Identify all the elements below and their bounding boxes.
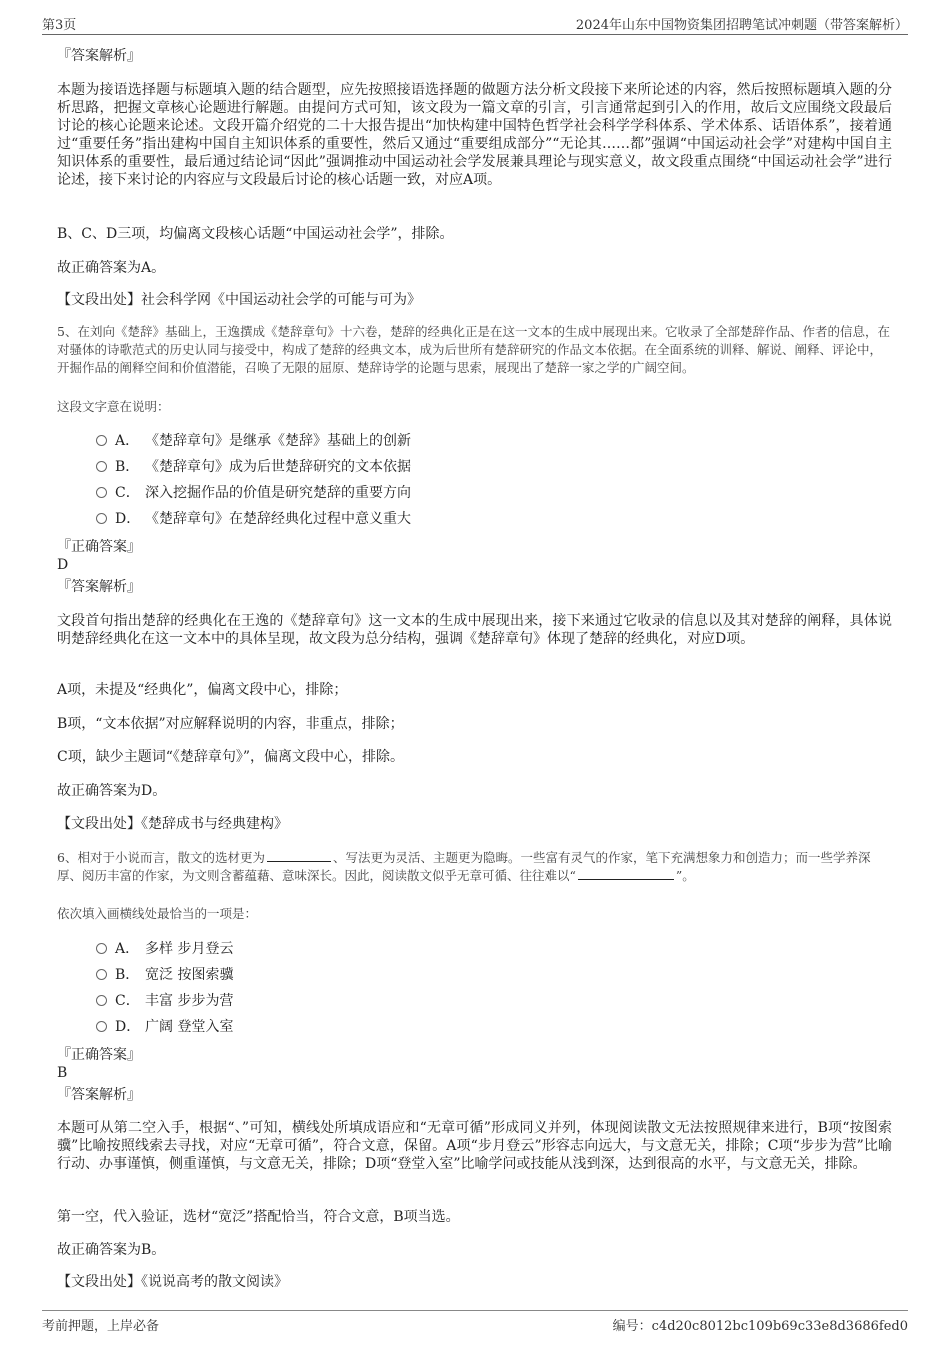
q5-note-b: B项，“文本依据”对应解释说明的内容，非重点，排除； (57, 716, 404, 732)
document-code: 编号：c4d20c8012bc109b69c33e8d3686fed0 (612, 1319, 908, 1334)
q5-note-a: A项，未提及“经典化”，偏离文段中心，排除； (57, 682, 348, 698)
radio-icon[interactable] (96, 943, 107, 954)
q5-analysis: 文段首句指出楚辞的经典化在王逸的《楚辞章句》这一文本的生成中展现出来，接下来通过它收录的信息以及其对楚辞的阐释，具体说明楚辞经典化在这一文本中的具体呈现，故文段为总分结构，强调《楚辞章句》体现了楚辞的经典化，对应D项。 (57, 613, 892, 647)
q5-option-c[interactable]: C． 深入挖掘作品的价值是研究楚辞的重要方向 (96, 484, 411, 502)
q4-source: 【文段出处】社会科学网《中国运动社会学的可能与可为》 (57, 292, 421, 308)
q5-correct-label: 『正确答案』 (57, 539, 141, 555)
q4-conclusion: 故正确答案为A。 (57, 260, 166, 276)
radio-icon[interactable] (96, 435, 107, 446)
q6-correct-answer: B (57, 1065, 68, 1081)
q5-option-d[interactable]: D． 《楚辞章句》在楚辞经典化过程中意义重大 (96, 510, 411, 528)
radio-icon[interactable] (96, 1021, 107, 1032)
q6-blank-1[interactable] (267, 849, 331, 862)
q5-question: 这段文字意在说明： (57, 399, 170, 414)
q6-source: 【文段出处】《说说高考的散文阅读》 (57, 1274, 288, 1290)
q6-conclusion: 故正确答案为B。 (57, 1242, 166, 1258)
q6-blank-2[interactable] (578, 867, 674, 880)
page-footer (42, 1310, 908, 1335)
q5-correct-answer: D (57, 557, 69, 573)
q6-first-blank-note: 第一空，代入验证，选材“宽泛”搭配恰当，符合文意，B项当选。 (57, 1209, 460, 1225)
q4-analysis: 本题为接语选择题与标题填入题的结合题型，应先按照接语选择题的做题方法分析文段接下来所论述的内容，然后按照标题填入题的分析思路，把握文章核心论题进行解题。由提问方式可知，该文段为一篇文章的引言，引言通常起到引入的作用，故后文应围绕文段最后讨论的核心论题来论述。文段开篇介绍党的二十大报告提出“加快构建中国特色哲学社会科学学科体系、学术体系、话语体系”，接着通过“重要任务”指出建构中国自主知识体系的重要性，然后又通过“重要组成部分”“无论其……都”强调“中国运动社会学”对建构中国自主知识体系的重要性，最后通过结论词“因此”强调推动中国运动社会学发展兼具理论与现实意义，故文段重点围绕“中国运动社会学”进行论述，接下来讨论的内容应与文段最后讨论的核心话题一致，对应A项。 (57, 82, 892, 188)
q4-exclude-note: B、C、D三项，均偏离文段核心话题“中国运动社会学”，排除。 (57, 226, 454, 242)
q5-analysis-label: 『答案解析』 (57, 579, 141, 595)
q6-question: 依次填入画横线处最恰当的一项是： (57, 906, 258, 921)
q6-stem: 6、相对于小说而言，散文的选材更为 、写法更为灵活、主题更为隐晦。一些富有灵气的作家，笔下充满想象力和创造力；而一些学养深厚、阅历丰富的作家，为文则含蓄蕴藉、意味深长。因此，阅读散文似乎无章可循、往往难以“ ”。 (57, 850, 871, 883)
page-number: 第3页 (42, 18, 77, 33)
q6-option-c[interactable]: C． 丰富 步步为营 (96, 992, 233, 1010)
q5-option-a[interactable]: A． 《楚辞章句》是继承《楚辞》基础上的创新 (96, 432, 411, 450)
q6-analysis: 本题可从第二空入手，根据“、”可知，横线处所填成语应和“无章可循”形成同义并列，体现阅读散文无法按照规律来进行，B项“按图索骥”比喻按照线索去寻找，对应“无章可循”，符合文意，保留。A项“步月登云”形容志向远大，与文意无关，排除；C项“步步为营”比喻行动、办事谨慎，侧重谨慎，与文意无关，排除；D项“登堂入室”比喻学问或技能从浅到深，达到很高的水平，与文意无关，排除。 (57, 1120, 892, 1172)
q6-option-b[interactable]: B． 宽泛 按图索骥 (96, 966, 233, 984)
q5-source: 【文段出处】《楚辞成书与经典建构》 (57, 816, 288, 832)
q5-note-c: C项，缺少主题词“《楚辞章句》”，偏离文段中心，排除。 (57, 749, 405, 765)
radio-icon[interactable] (96, 995, 107, 1006)
q5-option-b[interactable]: B． 《楚辞章句》成为后世楚辞研究的文本依据 (96, 458, 411, 476)
q6-option-d[interactable]: D． 广阔 登堂入室 (96, 1018, 233, 1036)
radio-icon[interactable] (96, 461, 107, 472)
document-title: 2024年山东中国物资集团招聘笔试冲刺题（带答案解析） (575, 18, 908, 33)
q5-stem: 5、在刘向《楚辞》基础上，王逸撰成《楚辞章句》十六卷，楚辞的经典化正是在这一文本的生成中展现出来。它收录了全部楚辞作品、作者的信息，在对骚体的诗歌范式的历史认同与接受中，构成了楚辞的经典文本，成为后世所有楚辞研究的作品文本依据。在全面系统的训释、解说、阐释、评论中，开掘作品的阐释空间和价值潜能，召唤了无限的屈原、楚辞诗学的论题与思索，展现出了楚辞一家之学的广阔空间。 (57, 324, 890, 375)
radio-icon[interactable] (96, 513, 107, 524)
q6-correct-label: 『正确答案』 (57, 1047, 141, 1063)
q6-option-a[interactable]: A． 多样 步月登云 (96, 940, 233, 958)
radio-icon[interactable] (96, 969, 107, 980)
footer-slogan: 考前押题，上岸必备 (42, 1319, 160, 1334)
radio-icon[interactable] (96, 487, 107, 498)
q6-analysis-label: 『答案解析』 (57, 1087, 141, 1103)
page-header (42, 12, 908, 35)
q5-conclusion: 故正确答案为D。 (57, 783, 167, 799)
q4-analysis-label: 『答案解析』 (57, 48, 141, 64)
